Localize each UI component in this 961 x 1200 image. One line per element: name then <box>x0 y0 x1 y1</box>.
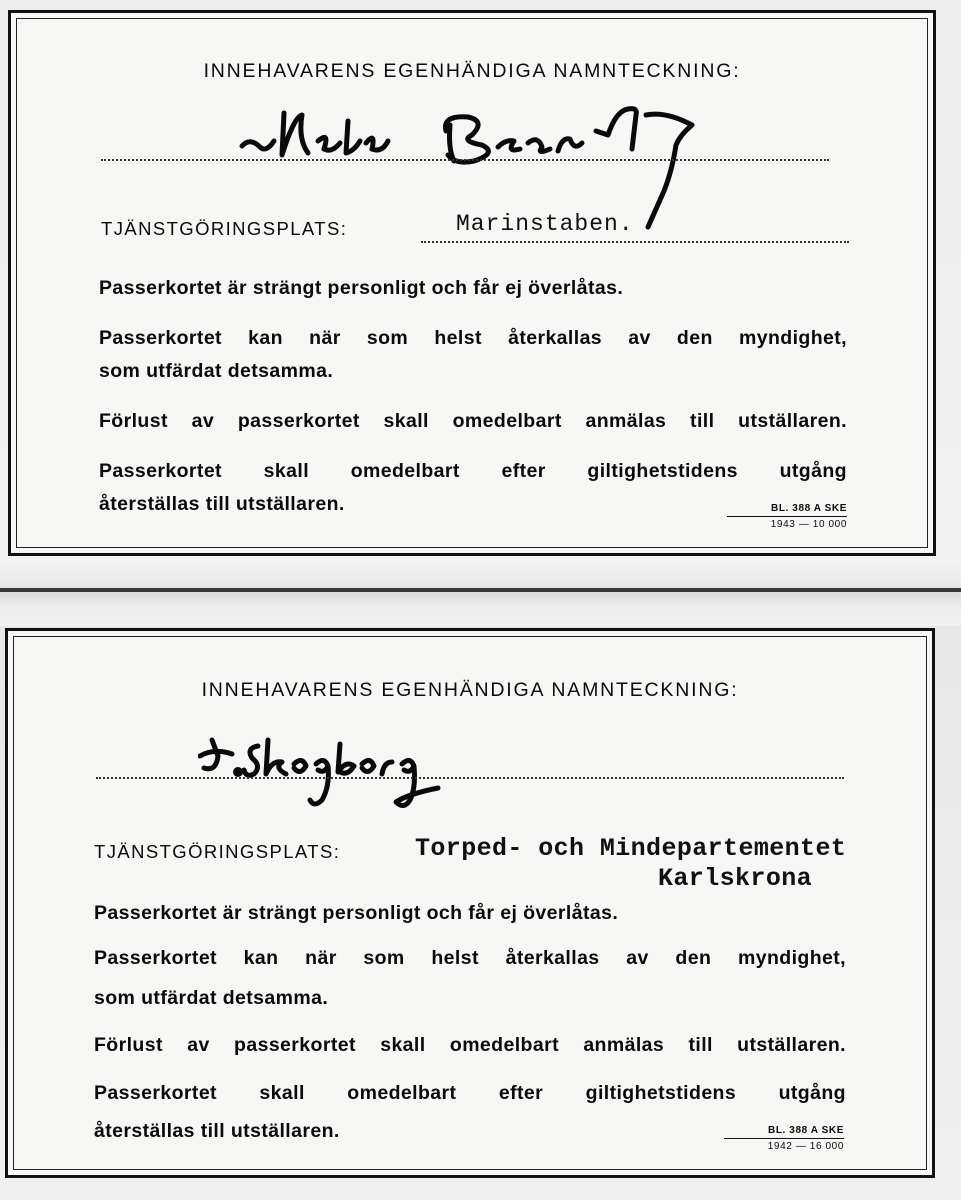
pass-card-1 <box>8 10 936 556</box>
form-print-run: 1943 — 10 000 <box>770 519 847 530</box>
duty-station-value-line2: Karlskrona <box>658 864 813 893</box>
rule-loss: Förlust av passerkortet skall omedelbart anmälas till utställaren. <box>99 410 847 432</box>
duty-station-value: Marinstaben. <box>456 211 634 237</box>
rule-revocable-cont: som utfärdat detsamma. <box>99 360 334 382</box>
rule-return: Passerkortet skall omedelbart efter giltighetstidens utgång <box>99 460 847 482</box>
rule-personal: Passerkortet är strängt personligt och får ej överlåtas. <box>94 902 619 924</box>
rule-return: Passerkortet skall omedelbart efter giltighetstidens utgång <box>94 1082 846 1104</box>
card-separator-edge <box>0 588 961 592</box>
form-number <box>724 1125 844 1152</box>
signature-heading: INNEHAVARENS EGENHÄNDIGA NAMNTECKNING: <box>201 679 739 701</box>
duty-station-value: Torped- och Mindepartementet <box>415 834 847 863</box>
duty-station-line <box>421 241 849 243</box>
rule-revocable-cont: som utfärdat detsamma. <box>94 987 329 1009</box>
handwritten-signature <box>236 91 706 231</box>
rule-return-cont: återställas till utställaren. <box>99 493 345 515</box>
card-separator <box>0 560 961 626</box>
rule-return-cont: återställas till utställaren. <box>94 1120 340 1142</box>
form-print-run: 1942 — 16 000 <box>767 1141 844 1152</box>
form-number <box>727 503 847 530</box>
pass-card-2 <box>5 628 935 1178</box>
duty-station-label: TJÄNSTGÖRINGSPLATS: <box>94 841 341 862</box>
signature-line <box>96 777 844 779</box>
rule-personal: Passerkortet är strängt personligt och får ej överlåtas. <box>99 277 624 299</box>
duty-station-label: TJÄNSTGÖRINGSPLATS: <box>101 218 348 239</box>
signature-line <box>101 159 829 161</box>
rule-revocable: Passerkortet kan när som helst återkallas av den myndighet, <box>99 327 847 349</box>
rule-revocable: Passerkortet kan när som helst återkallas av den myndighet, <box>94 947 846 969</box>
signature-heading: INNEHAVARENS EGENHÄNDIGA NAMNTECKNING: <box>203 60 741 82</box>
form-code: BL. 388 A SKE <box>727 503 847 517</box>
rule-loss: Förlust av passerkortet skall omedelbart anmälas till utställaren. <box>94 1034 846 1056</box>
handwritten-signature <box>198 726 468 816</box>
form-code: BL. 388 A SKE <box>724 1125 844 1139</box>
